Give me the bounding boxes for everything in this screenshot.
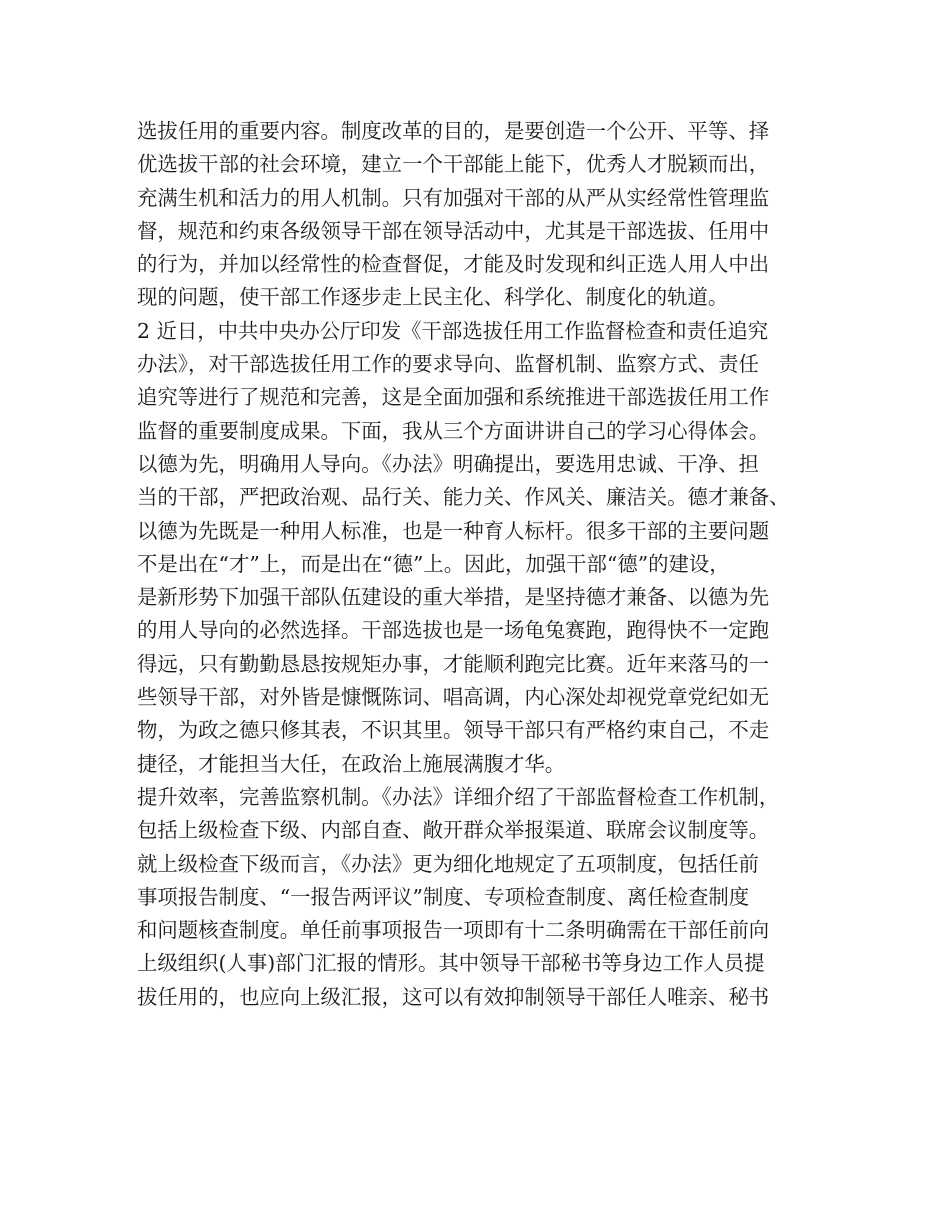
text-line: 优选拔干部的社会环境，建立一个干部能上能下，优秀人才脱颖而出， (137, 152, 770, 177)
text-line: 就上级检查下级而言，《办法》更为细化地规定了五项制度，包括任前 (137, 851, 759, 876)
text-line: 的行为，并加以经常性的检查督促，才能及时发现和纠正选人用人中出 (137, 252, 770, 277)
text-line: 包括上级检查下级、内部自查、敞开群众举报渠道、联席会议制度等。 (137, 818, 770, 843)
text-line: 捷径，才能担当大任，在政治上施展满腹才华。 (137, 751, 566, 776)
text-line: 不是出在“才”上，而是出在“德”上。因此，加强干部“德”的建设， (137, 551, 730, 576)
text-line: 当的干部，严把政治观、品行关、能力关、作风关、廉洁关。德才兼备、 (137, 485, 790, 510)
text-line: 拔任用的，也应向上级汇报，这可以有效抑制领导干部任人唯亲、秘书 (137, 984, 770, 1009)
text-line: 些领导干部，对外皆是慷慨陈词、唱高调，内心深处却视党章党纪如无 (137, 685, 770, 710)
paragraph-1 (137, 115, 817, 315)
text-line: 和问题核查制度。单任前事项报告一项即有十二条明确需在干部任前向 (137, 918, 770, 943)
text-line: 物，为政之德只修其表，不识其里。领导干部只有严格约束自己，不走 (137, 718, 770, 743)
text-line: 上级组织(人事)部门汇报的情形。其中领导干部秘书等身边工作人员提 (137, 951, 765, 976)
text-line: 现的问题，使干部工作逐步走上民主化、科学化、制度化的轨道。 (137, 285, 729, 310)
text-line: 事项报告制度、“一报告两评议”制度、专项检查制度、离任检查制度 (137, 884, 750, 909)
text-line: 以德为先，明确用人导向。《办法》明确提出，要选用忠诚、干净、担 (137, 451, 759, 476)
text-line: 督，规范和约束各级领导干部在领导活动中，尤其是干部选拔、任用中 (137, 218, 770, 243)
paragraph-4 (137, 781, 817, 1014)
text-line: 办法》，对干部选拔任用工作的要求导向、监督机制、监察方式、责任 (137, 352, 759, 377)
text-line: 监督的重要制度成果。下面，我从三个方面讲讲自己的学习心得体会。 (137, 418, 770, 443)
text-line: 选拔任用的重要内容。制度改革的目的，是要创造一个公开、平等、择 (137, 119, 770, 143)
text-line: 充满生机和活力的用人机制。只有加强对干部的从严从实经常性管理监 (137, 185, 770, 210)
text-line: 的用人导向的必然选择。干部选拔也是一场龟兔赛跑，跑得快不一定跑 (137, 618, 770, 643)
text-line: 以德为先既是一种用人标准，也是一种育人标杆。很多干部的主要问题 (137, 518, 770, 543)
text-line: 提升效率，完善监察机制。《办法》详细介绍了干部监督检查工作机制， (137, 784, 780, 809)
text-line: 是新形势下加强干部队伍建设的重大举措，是坚持德才兼备、以德为先 (137, 585, 770, 610)
document-page (137, 115, 817, 1014)
paragraph-3 (137, 448, 817, 781)
text-line: 追究等进行了规范和完善，这是全面加强和系统推进干部选拔任用工作 (137, 385, 770, 410)
paragraph-2 (137, 315, 817, 448)
text-line: 2 近日，中共中央办公厅印发《干部选拔任用工作监督检查和责任追究 (137, 318, 769, 343)
text-line: 得远，只有勤勤恳恳按规矩办事，才能顺利跑完比赛。近年来落马的一 (137, 651, 770, 676)
